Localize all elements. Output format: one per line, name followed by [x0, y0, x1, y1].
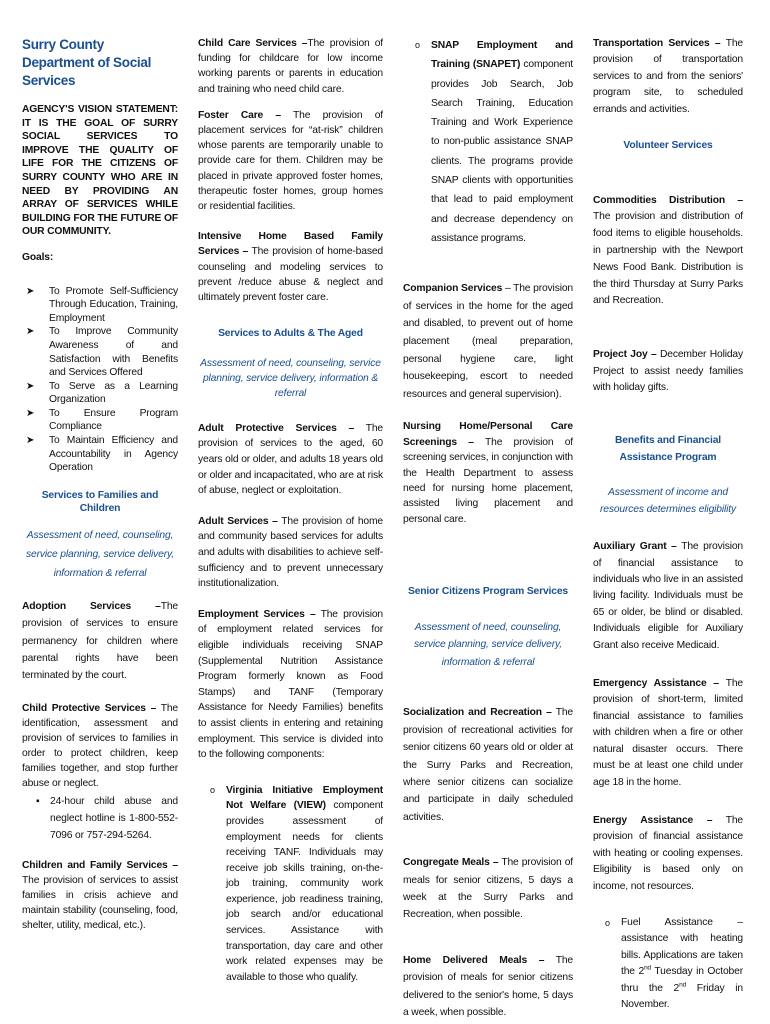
adult-protective-services: Adult Protective Services – The provision of services to the aged, 60 years old or older, and adults 18 years old or older and incapacitated, who are at risk of abuse, neglect or exploitation. [198, 422, 383, 497]
hotline-list [22, 793, 178, 844]
home-delivered-meals: Home Delivered Meals – The provision of meals for senior citizens delivered to the senior's home, 5 days a week, when possible. [403, 954, 573, 1019]
benefits-subheading: Assessment of income and resources determines eligibility [600, 487, 736, 516]
circle-bullet-icon: o [415, 40, 420, 50]
employment-services: Employment Services – The provision of employment related services for eligible individuals receiving SNAP (Supplemental Nutrition Assistance Program formerly known as Food Stamps) and TANF (Temporary Assistance for Needy Families) benefits to assist clients in entering and retaining employment. This service is divided into to the following components: [198, 608, 383, 761]
benefits-heading: Benefits and Financial Assistance Program [615, 435, 721, 463]
emergency-assistance: Emergency Assistance – The provision of short-term, limited financial assistance to families with children when a fire or other natural disaster occurs. There must be at least one child under age 18 in the home. [593, 678, 743, 788]
column-1 [22, 36, 178, 933]
commodities-distribution: Commodities Distribution – The provision and distribution of food items to eligible households. in partnership with the Newport News Food Bank. Distribution is the third Thursday at Surry Parks and Recreation. [593, 194, 743, 307]
children-family-services: Children and Family Services –The provision of services to assist families in crisis achieve and maintain stability (counseling, food, shelter, utility, medical, etc.). [22, 859, 178, 931]
foster-care: Foster Care – The provision of placement services for “at-risk” children whose parents are temporarily unable to provide care for them. Children may be placed in private approved foster homes, therapeutic foster homes, group homes or residential facilities. [198, 109, 383, 213]
volunteer-heading: Volunteer Services [623, 140, 713, 152]
fuel-assistance: o Fuel Assistance – assistance with heating bills. Applications are taken the 2nd Tuesday in October thru the 2nd Friday in November. [605, 916, 743, 1010]
arrowhead-icon: ➤ [26, 285, 35, 297]
goal-item: ➤ To Promote Self-Sufficiency Through Education, Training, Employment [26, 285, 178, 324]
goal-item: ➤ To Serve as a Learning Organization [26, 380, 178, 406]
snapet-list [403, 36, 573, 248]
goal-item: ➤ To Improve Community Awareness of and Satisfaction with Benefits and Services Offered [26, 326, 178, 379]
snapet-component: o SNAP Employment and Training (SNAPET) component provides Job Search, Job Search Training, Education Training and Work Experience to non-public assistance SNAP clients. The programs provide SNAP clients with opportunities that lead to paid employment and decrease dependency on assistance programs. [403, 36, 573, 248]
arrowhead-icon: ➤ [26, 380, 35, 392]
socialization-recreation: Socialization and Recreation – The provision of recreational activities for senior citizens 60 years old or older at the Surry Parks and Recreation, where senior citizens can socialize and participate in daily scheduled activities. [403, 707, 573, 823]
employment-components-list [198, 783, 383, 986]
arrowhead-icon: ➤ [26, 435, 35, 447]
column-2 [198, 36, 383, 985]
goal-item: ➤ To Ensure Program Compliance [26, 407, 178, 433]
senior-heading: Senior Citizens Program Services [407, 586, 569, 598]
congregate-meals: Congregate Meals – The provision of meals for senior citizens, 5 days a week at the Surry Parks and Recreation, when possible. [403, 857, 573, 921]
families-subheading: Assessment of need, counseling, service planning, service delivery, information & referral [26, 530, 174, 580]
child-protective-services: Child Protective Services – The identification, assessment and provision of services to families in order to protect children, keep families together, and stop further abuse or neglect. [22, 702, 178, 789]
adults-subheading: Assessment of need, counseling, service planning, service delivery, information & referral [200, 357, 381, 399]
circle-bullet-icon: o [605, 917, 610, 928]
project-joy: Project Joy – December Holiday Project to assist needy families with holiday gifts. [593, 349, 744, 394]
child-care-services: Child Care Services –The provision of funding for childcare for low income working parents or parents in education and training who need child care. [198, 38, 383, 95]
column-3 [403, 36, 573, 1021]
transportation-services: Transportation Services – The provision of transportation services to and from the seniors' program site, to scheduled errands and activities. [593, 38, 743, 115]
hotline-item: ▪ 24-hour child abuse and neglect hotline is 1-800-552-7096 or 757-294-5264. [22, 793, 178, 844]
companion-services: Companion Services – The provision of services in the home for the aged and disabled, to prevent out of home placement (meal preparation, personal hygiene care, light housekeeping, escort to needed resources and general supervision). [403, 283, 573, 400]
goals-list [22, 285, 178, 475]
arrowhead-icon: ➤ [26, 326, 35, 338]
goals-heading: Goals: [22, 251, 54, 263]
energy-assistance: Energy Assistance – The provision of financial assistance with heating or cooling expenses. Eligibility is based only on income, not resources. [593, 814, 743, 892]
square-bullet-icon: ▪ [36, 795, 40, 807]
view-component: o Virginia Initiative Employment Not Welfare (VIEW) component provides assessment of employment needs for clients receiving TANF. Individuals may receive job skills training, on-the-job training, community work experience, job readiness training, job search and/or educational services. Assistance with transportation, day care and other work related expenses may be available to those who qualify. [210, 784, 384, 983]
circle-bullet-icon: o [210, 784, 215, 795]
intensive-home-based-services: Intensive Home Based Family Services – The provision of home-based counseling and modeling services to prevent /reduce abuse & neglect and ultimately prevent foster care. [198, 231, 383, 304]
energy-components-list [593, 915, 743, 1013]
families-heading: Services to Families and Children [41, 489, 159, 515]
column-4 [593, 36, 743, 1013]
senior-subheading: Assessment of need, counseling, service planning, service delivery, information & referral [414, 621, 562, 668]
agency-title: Surry County Department of Social Services [22, 37, 152, 88]
auxiliary-grant: Auxiliary Grant – The provision of financial assistance to individuals who live in an assisted living facility. Individuals must be 65 or older, be blind or disabled. Individuals eligible for Auxiliary Grant also receive Medicaid. [593, 541, 743, 651]
goal-item: ➤ To Maintain Efficiency and Accountability in Agency Operation [26, 435, 178, 474]
adults-heading: Services to Adults & The Aged [218, 328, 363, 340]
adult-services: Adult Services – The provision of home and community based services for adults and adults with disabilities to achieve self-sufficiency and to prevent unnecessary institutionalization. [198, 515, 383, 590]
arrowhead-icon: ➤ [26, 407, 35, 419]
vision-statement: AGENCY'S VISION STATEMENT: IT IS THE GOAL OF SURRY SOCIAL SERVICES TO IMPROVE THE QUALITY OF LIFE FOR THE CITIZENS OF SURRY COUNTY WHO ARE IN NEED BY PROVIDING AN ARRAY OF SERVICES WHILE BUILDING FOR THE FUTURE OF OUR COMMUNITY. [22, 104, 178, 238]
adoption-services: Adoption Services –The provision of services to ensure permanency for children where parental rights have been terminated by the court. [22, 601, 178, 682]
nursing-home-screenings: Nursing Home/Personal Care Screenings – The provision of screening services, in conjunction with the Health Department to assess need for nursing home placement, assisted living placement and personal care. [403, 421, 573, 525]
